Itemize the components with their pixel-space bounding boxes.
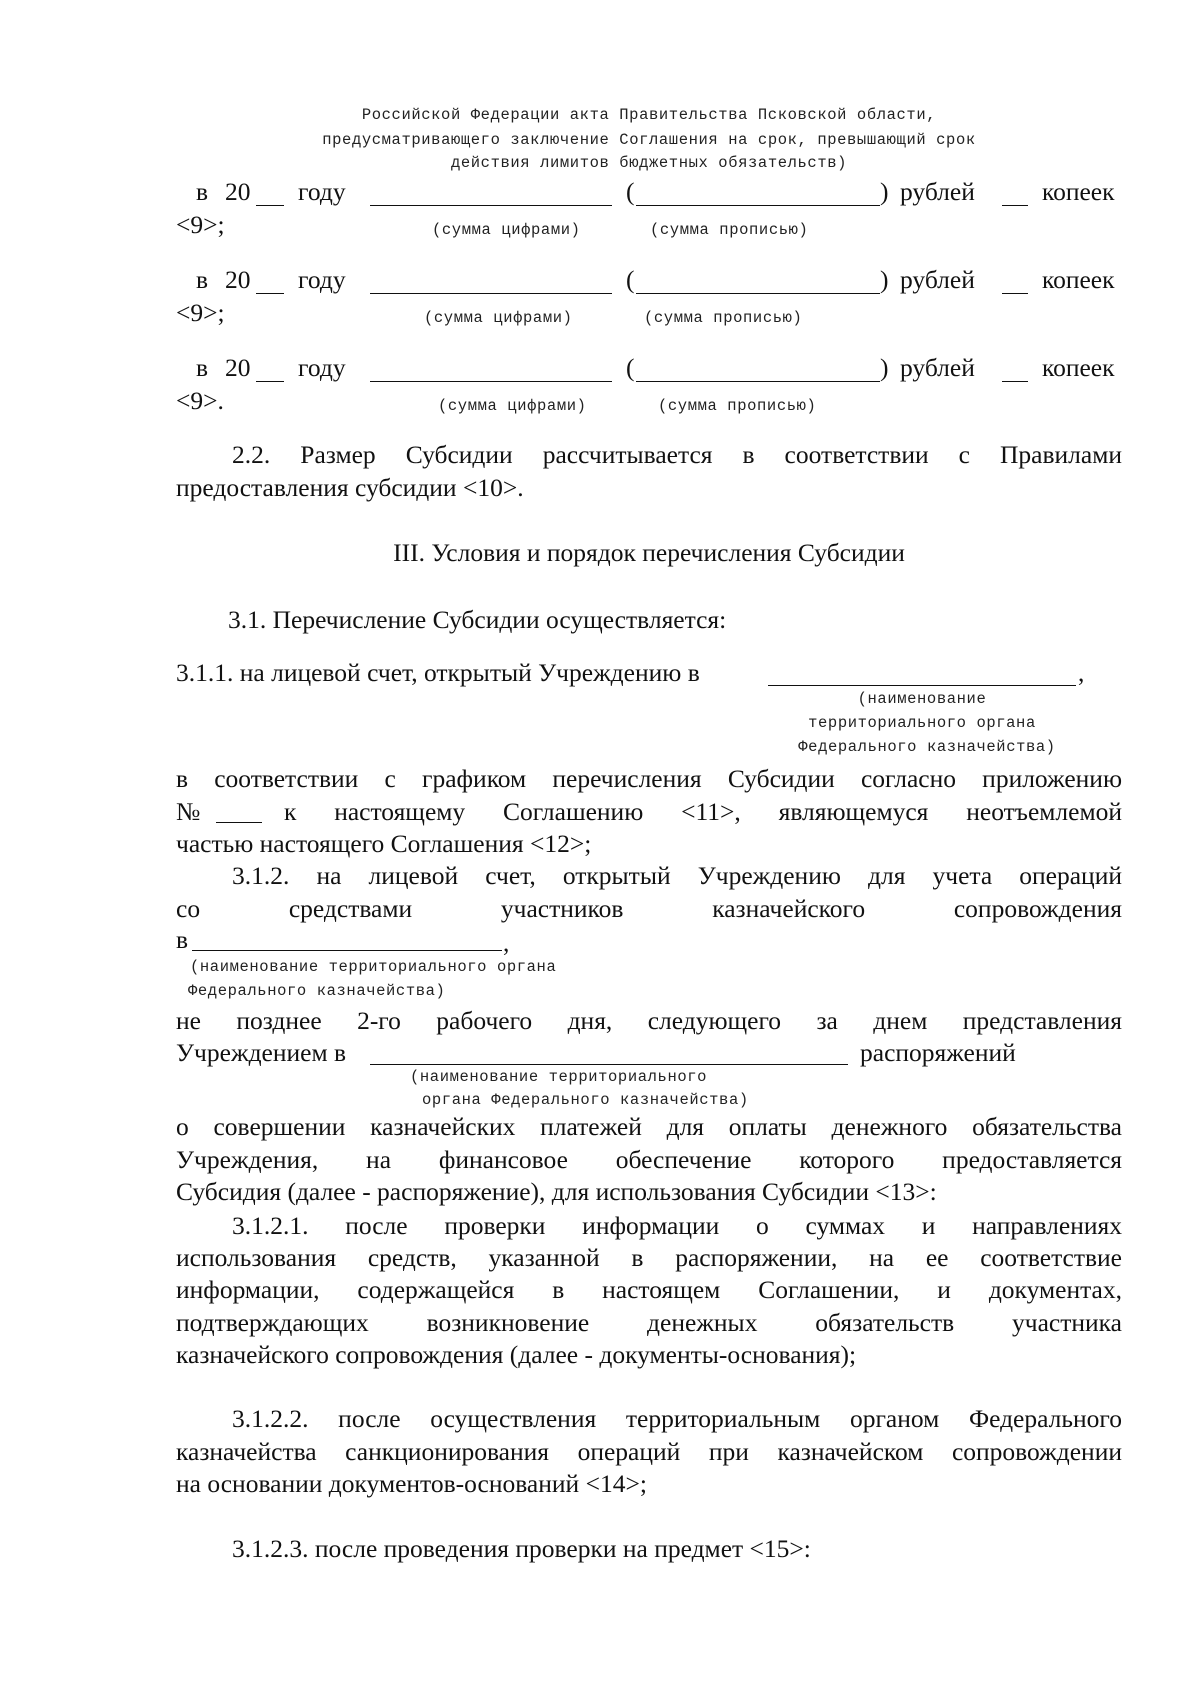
- p312-note4: органа Федерального казначейства): [422, 1091, 749, 1109]
- year-row-v: в: [196, 265, 209, 294]
- sum-words-blank: [636, 205, 880, 206]
- header-note-line2: предусматривающего заключение Соглашения на срок, превышающий срок: [322, 131, 976, 149]
- sum-words-blank: [636, 381, 880, 382]
- p312-line5b: распоряжений: [860, 1038, 1016, 1067]
- year-blank: [256, 205, 284, 206]
- p312-comma: ,: [503, 928, 510, 957]
- p3122-line1: 3.1.2.2. после осуществления территориальным органом Федерального: [232, 1404, 1122, 1433]
- p311-note1: (наименование: [857, 690, 987, 708]
- label-sum-digits: (сумма цифрами): [438, 397, 587, 415]
- p311-number-blank: [216, 822, 262, 823]
- paren-close: ): [880, 265, 889, 294]
- footnote-ref: <9>;: [176, 210, 225, 239]
- p22-line2: предоставления субсидии <10>.: [176, 473, 524, 502]
- sum-words-blank: [636, 293, 880, 294]
- p311-text: 3.1.1. на лицевой счет, открытый Учреждению в: [176, 658, 700, 687]
- kop-label: копеек: [1042, 265, 1115, 294]
- paren-close: ): [880, 177, 889, 206]
- footnote-ref: <9>;: [176, 298, 225, 327]
- p311-comma: ,: [1078, 658, 1085, 687]
- p312-line1: 3.1.2. на лицевой счет, открытый Учреждению для учета операций: [232, 861, 1122, 890]
- p312-blank2: [370, 1064, 848, 1065]
- p311-cont3: частью настоящего Соглашения <12>;: [176, 829, 592, 858]
- label-sum-words: (сумма прописью): [658, 397, 817, 415]
- p3122-line2: казначейства санкционирования операций при казначейском сопровождении: [176, 1437, 1122, 1466]
- p312-line8: Субсидия (далее - распоряжение), для использования Субсидии <13>:: [176, 1177, 937, 1206]
- label-sum-words: (сумма прописью): [650, 221, 809, 239]
- p3121-line3: информации, содержащейся в настоящем Соглашении, и документах,: [176, 1275, 1122, 1304]
- year-row-year: 20: [225, 265, 251, 294]
- sum-digits-blank: [370, 381, 612, 382]
- kop-blank: [1002, 205, 1028, 206]
- p311-blank: [768, 685, 1076, 686]
- rub-label: рублей: [900, 353, 975, 382]
- p3121-line5: казначейского сопровождения (далее - документы-основания);: [176, 1340, 857, 1369]
- p312-line3a: в: [176, 925, 189, 954]
- year-row-year: 20: [225, 353, 251, 382]
- paren-open: (: [626, 177, 635, 206]
- p311-note3: Федерального казначейства): [798, 738, 1056, 756]
- p3121-line4: подтверждающих возникновение денежных обязательств участника: [176, 1308, 1122, 1337]
- rub-label: рублей: [900, 265, 975, 294]
- p312-line5a: Учреждением в: [176, 1038, 347, 1067]
- p3123: 3.1.2.3. после проведения проверки на предмет <15>:: [232, 1534, 811, 1563]
- year-row-year: 20: [225, 177, 251, 206]
- p3121-line2: использования средств, указанной в распоряжении, на ее соответствие: [176, 1243, 1122, 1272]
- year-row-word: году: [298, 265, 346, 294]
- year-row-v: в: [196, 177, 209, 206]
- p311-cont1: в соответствии с графиком перечисления Субсидии согласно приложению: [176, 764, 1122, 793]
- year-blank: [256, 381, 284, 382]
- label-sum-words: (сумма прописью): [644, 309, 803, 327]
- header-note-line3: действия лимитов бюджетных обязательств): [450, 154, 848, 172]
- p3122-line3: на основании документов-оснований <14>;: [176, 1469, 647, 1498]
- sum-digits-blank: [370, 205, 612, 206]
- year-row-v: в: [196, 353, 209, 382]
- p312-line6: о совершении казначейских платежей для оплаты денежного обязательства: [176, 1112, 1122, 1141]
- p312-line7: Учреждения, на финансовое обеспечение которого предоставляется: [176, 1145, 1122, 1174]
- p311-cont2a: №: [176, 797, 201, 826]
- p31: 3.1. Перечисление Субсидии осуществляется:: [228, 605, 727, 634]
- kop-label: копеек: [1042, 177, 1115, 206]
- p312-note1: (наименование территориального органа: [190, 958, 557, 976]
- p311-note2: территориального органа: [808, 714, 1036, 732]
- paren-open: (: [626, 353, 635, 382]
- kop-blank: [1002, 293, 1028, 294]
- p312-note3: (наименование территориального: [410, 1068, 708, 1086]
- rub-label: рублей: [900, 177, 975, 206]
- year-row-word: году: [298, 353, 346, 382]
- p312-note2: Федерального казначейства): [188, 982, 446, 1000]
- paren-open: (: [626, 265, 635, 294]
- paren-close: ): [880, 353, 889, 382]
- p22-line1: 2.2. Размер Субсидии рассчитывается в соответствии с Правилами: [232, 440, 1122, 469]
- section3-title: III. Условия и порядок перечисления Субсидии: [393, 538, 905, 567]
- p3121-line1: 3.1.2.1. после проверки информации о суммах и направлениях: [232, 1211, 1122, 1240]
- year-row-word: году: [298, 177, 346, 206]
- kop-label: копеек: [1042, 353, 1115, 382]
- p312-line4: не позднее 2-го рабочего дня, следующего за днем представления: [176, 1006, 1122, 1035]
- p312-blank1: [192, 950, 502, 951]
- label-sum-digits: (сумма цифрами): [424, 309, 573, 327]
- year-blank: [256, 293, 284, 294]
- p311-cont2b: к настоящему Соглашению <11>, являющемуся неотъемлемой: [284, 797, 1122, 826]
- footnote-ref: <9>.: [176, 386, 224, 415]
- p312-line2: со средствами участников казначейского сопровождения: [176, 894, 1122, 923]
- kop-blank: [1002, 381, 1028, 382]
- label-sum-digits: (сумма цифрами): [432, 221, 581, 239]
- header-note-line1: Российской Федерации акта Правительства Псковской области,: [361, 106, 937, 124]
- sum-digits-blank: [370, 293, 612, 294]
